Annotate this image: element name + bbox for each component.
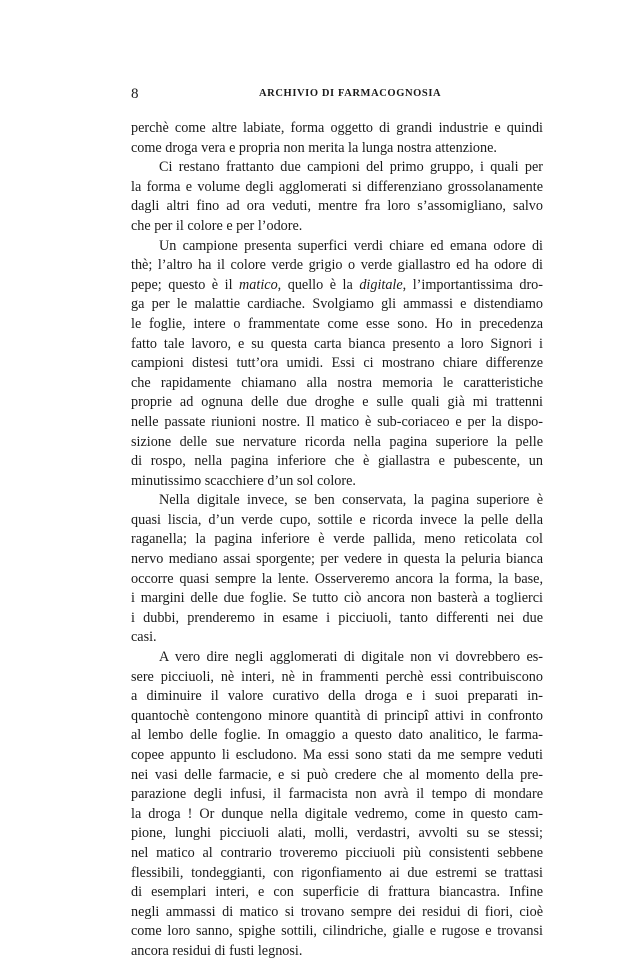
text-line: i margini delle due foglie. Se tutto ciò ancora non basterà a toglierci bbox=[131, 590, 543, 607]
text-line: i dubbi, prenderemo in esame i picciuoli, tanto differenti nei due bbox=[131, 609, 543, 626]
text-line: sizione delle sue nervature ricorda nella pagina superiore la pelle bbox=[131, 433, 543, 450]
text-line: a diminuire il valore curativo della droga e i suoi preparati in- bbox=[131, 688, 543, 705]
text-line: nei vasi delle farmacie, e si può credere che al momento della pre- bbox=[131, 766, 543, 783]
text-line: Un campione presenta superfici verdi chiare ed emana odore di bbox=[159, 237, 543, 254]
text-line: quantochè contengono minore quantità di principî attivi in confronto bbox=[131, 707, 543, 724]
text-line: dagli altri fino ad ora veduti, mentre fra loro s’assomigliano, salvo bbox=[131, 198, 543, 215]
running-head bbox=[131, 86, 543, 108]
text-line: negli ammassi di matico si trovano sempre dei residui di fiori, cioè bbox=[131, 903, 543, 920]
text-line: nelle passate riunioni nostre. Il matico è sub-coriaceo e per la dispo- bbox=[131, 413, 543, 430]
text-line: di rospo, nella pagina inferiore che è giallastra e pubescente, un bbox=[131, 453, 543, 470]
text-line: thè; l’altro ha il colore verde grigio o verde giallastro ed ha odore di bbox=[131, 257, 543, 274]
text-line: proprie ad ognuna delle due droghe e sulle quali già mi trattenni bbox=[131, 394, 543, 411]
text-line: pione, lunghi picciuoli alati, molli, verdastri, avvolti su se stessi; bbox=[131, 825, 543, 842]
journal-title: ARCHIVIO DI FARMACOGNOSIA bbox=[259, 88, 442, 99]
text-line: sere picciuoli, nè interi, nè in frammenti perchè essi contribuiscono bbox=[131, 668, 543, 685]
text-line: come loro sanno, spighe sottili, cilindriche, gialle e rugose e trovansi bbox=[131, 923, 543, 940]
text-line: di esemplari interi, e con superficie di frattura biancastra. Infine bbox=[131, 884, 543, 901]
text-line: perchè come altre labiate, forma oggetto di grandi industrie e quindi bbox=[131, 120, 543, 136]
text-line: al lembo delle foglie. In omaggio a questo dato analitico, le farma- bbox=[131, 727, 543, 744]
text-line: ga per le malattie cardiache. Svolgiamo gli ammassi e distendiamo bbox=[131, 296, 543, 313]
page-number: 8 bbox=[131, 86, 139, 102]
text-line: raganella; la pagina inferiore è verde pallida, meno reticolata col bbox=[131, 531, 543, 548]
text-line: che rapidamente chiamano alla nostra memoria le caratteristiche bbox=[131, 374, 543, 391]
paragraph bbox=[131, 119, 543, 158]
paragraph bbox=[131, 237, 543, 492]
text-line: che per il colore e per l’odore. bbox=[131, 217, 303, 234]
text-line: ancora residui di fusti legnosi. bbox=[131, 942, 303, 959]
italic-term: digitale bbox=[359, 276, 403, 293]
paragraph bbox=[131, 158, 543, 236]
text-line: occorre quasi sempre la lente. Osserveremo ancora la forma, la base, bbox=[131, 570, 543, 587]
text-line: nervo mediano assai sporgente; per vedere in questa la peluria bianca bbox=[131, 551, 543, 568]
italic-term: matico bbox=[239, 276, 278, 293]
text-line: flessibili, tondeggianti, con rigonfiamento ai due estremi se trattasi bbox=[131, 864, 543, 881]
text-line: le foglie, intere o frammentate come esse sono. Ho in precedenza bbox=[131, 315, 543, 332]
paragraph bbox=[131, 648, 543, 962]
text-line: casi. bbox=[131, 629, 157, 646]
text-line: Nella digitale invece, se ben conservata, la pagina superiore è bbox=[159, 492, 543, 509]
text-line: minutissimo scacchiere d’un sol colore. bbox=[131, 472, 356, 489]
text-line: parazione degli infusi, il farmacista non avrà il tempo di mondare bbox=[131, 786, 543, 803]
text-line: Ci restano frattanto due campioni del primo gruppo, i quali per bbox=[159, 159, 543, 176]
text-line: la droga ! Or dunque nella digitale vedremo, come in questo cam- bbox=[131, 805, 543, 822]
text-line: come droga vera e propria non merita la lunga nostra attenzione. bbox=[131, 139, 497, 156]
text-line: nel matico al contrario troveremo picciuoli più consistenti sebbene bbox=[131, 844, 543, 861]
paragraph bbox=[131, 491, 543, 648]
body-text bbox=[131, 119, 543, 962]
text-line: pepe; questo è il matico, quello è la digitale, l’importantissima dro- bbox=[131, 276, 543, 293]
text-line: la forma e volume degli agglomerati si differenziano grossolanamente bbox=[131, 178, 543, 195]
text-line: A vero dire negli agglomerati di digitale non vi dovrebbero es- bbox=[159, 649, 543, 666]
text-line: fatto tale lavoro, e su questa carta bianca presento a loro Signori i bbox=[131, 335, 543, 352]
text-line: campioni distesi tutt’ora umidi. Essi ci mostrano chiare differenze bbox=[131, 355, 543, 372]
text-line: copee appunto li escludono. Ma essi sono stati da me sempre veduti bbox=[131, 747, 543, 763]
text-line: quasi liscia, d’un verde cupo, sottile e ricorda invece la pelle della bbox=[131, 511, 543, 528]
